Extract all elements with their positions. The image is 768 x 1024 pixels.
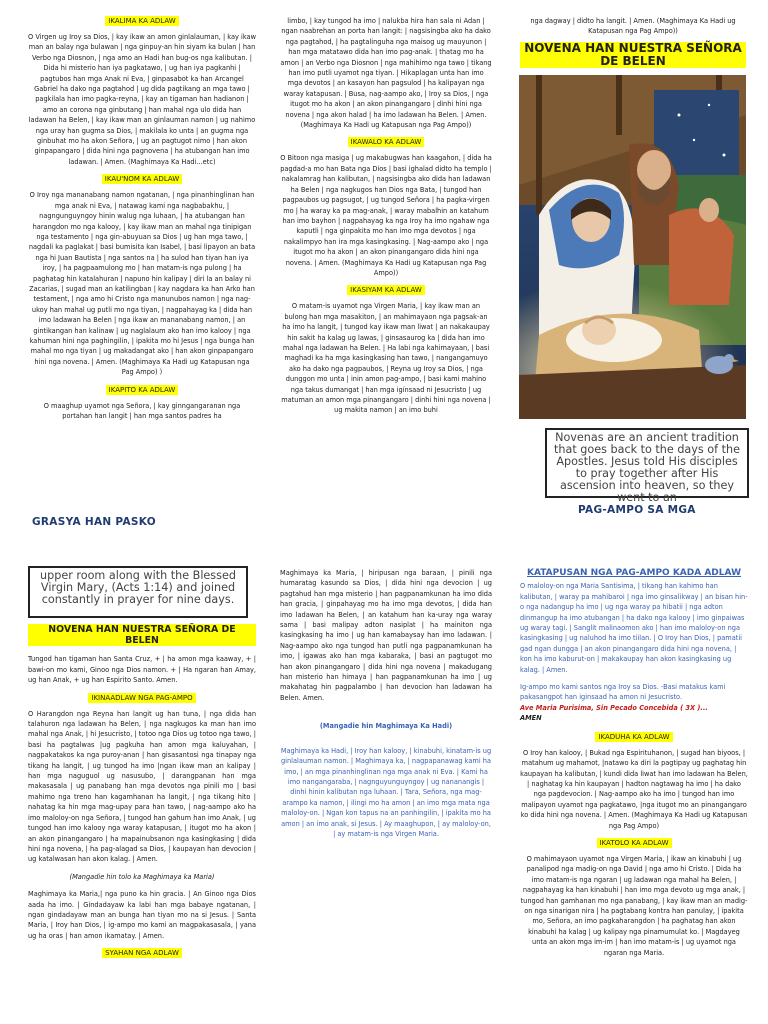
prayer-ikaduha: O Iroy han kalooy, | Bukad nga Espirituhanon, | sugad han biyoos, | matahum ug mahamot, |natawo ka diri la pagtipay ug paghatag hin kaupayan ha kalibutan, | kundi dida liwat han imo ladawan ha Belen, | naghatag ka hin kaupayan | hadton nagtawag ha imo | ha dako nga pagdevocion. | Nag-aampo ako ha imo | tungod han imo malipayon uyamot nga pagkatawo, |nga itugot mo an pinangangaro ko dida hini nga novena. | Amen. (Maghimaya Ka Hadi ug Katapusan nga Pag Ampo) <box>520 748 748 830</box>
prayer-syahan-cont: Maghimaya ka Maria, | hiripusan nga baraan, | pinili nga humaratag kasundo sa Dios, | dida hini nga devocion | ug pagtahud han mga misterio | han pagpanamkunan ha imo dida han gracia, | ginpahayag mo ha imo mga devotos, | dida han imo ladawan ha Belen, | an katahum han ka-uray nga waray sama | basi malipay adton nasiplat | ha mainiton nga kasingkasing ha imo | ug han kamabaysay han imo ladawan. | Nag-aampo ako nga tungod han putli nga pagpanamkunan ha imo, | igawas ako han mga kabaraka, | basi an pagtugot mo han akon pinangangaro | dida hini nga novena | makadugang han misterio han himaya | han pagpanamkunan ha imo | ug makahatag hin pagpalambo | han devocion han ladawan ha Belen. Amen. <box>280 569 492 702</box>
heading-ikapito: IKAPITO KA ADLAW <box>106 385 179 395</box>
column-1-bottom <box>28 624 256 964</box>
heading-ikasiyam: IKASIYAM KA ADLAW <box>347 285 425 295</box>
info-box-bottom-text: upper room along with the Blessed Virgin Mary, (Acts 1:14) and joined constantly in prayer for nine days. <box>40 569 236 606</box>
column-2-bottom <box>280 568 492 846</box>
prayer-ikapito: O maaghup uyamot nga Señora, | kay ginngangaranan nga portahan han langit | han mga santos padres ha <box>43 401 241 420</box>
heading-ikawalo: IKAWALO KA ADLAW <box>348 137 425 147</box>
instruction-mangadie-hadi: (Mangadie hin Maghimaya Ka Hadi) <box>319 722 453 731</box>
heading-ikatolo: IKATOLO KA ADLAW <box>597 838 672 848</box>
prayer-ikinaadlaw: O Harangdon nga Reyna han langit ug han tuna, | nga dida han talahuron nga ladawan ha Belen, | nga nagkugos ka man han imo mahal nga Anak, | hi Jesucristo, | totoo nga Dios ug totoo nga tawo, | basi ha pagtalwas |ug pagkuha han amon mga kaluyahan, | nagpakatakos ka nga puroy-anan | han gisasantosi nga tinapay nga tikang ha langit, | ug tungod ha imo |ngan ikaw man an kalipay | han mga naguguol ug nasusubo, | darangpanan han mga makasasala | ug panabang han mga devotos nga pinili mo | basi mahimo nga treno han kagamhanan ha langit, | nga tikang hito | nahatag ka hin mga mag-upay para han tawo, | nag-aampo ako ha imo maloloy-on nga Señora, | tungod han gahum han imo Anak, | ug tungod han imo kalooy nga waray katapusan, | itugot mo ha akon | an akon pinangangaro | ha mapainubsanon nga kasingkasing | dida hini nga novena, | ha pag-alagad sa Dios, | kaupayan han devocion | ug katalwasan han akon kalag. | Amen. <box>28 709 256 864</box>
column-3-bottom <box>520 568 748 965</box>
instruction-mangadie: (Mangadie hin tolo ka Maghimaya ka Maria) <box>69 872 215 881</box>
heading-ikaduha: IKADUHA KA ADLAW <box>595 732 672 742</box>
column-1-top <box>28 16 256 428</box>
heading-ikalima: IKALIMA KA ADLAW <box>105 16 178 26</box>
prayer-ikasiyam-end: nga dagway | didto ha langit. | Amen. (Maghimaya Ka Hadi ug Katapusan nga Pag Ampo)) <box>530 17 736 36</box>
prayer-ikapito-cont: limbo, | kay tungod ha imo | nalukba hira han sala ni Adan | ngan naabrehan an porta han langit: | nagsisingba ako ha dako nga pagtahod, | ha pagtalinguha nga maisog ug mauyunon | han mga matatawo dida han imo pag-anak. | thatag mo ha amon | an Verbo nga Diosnon | nga mahihimo nga tawo | tikang han imo putli uyamot nga tiyan. | Hikaplagan unta han imo mga devotos | an kasayon han pagsulod | ha kalipayan nga waray katapusan. | Busa, nag-aampo ako, | Iroy sa Dios, | nga itugot mo ha akon | an akon pinangangaro | dinhi hini nga novena | nga akon halad | ha imo ladawan ha Belen. | Amen. (Maghimaya Ka Hadi ug Katapusan nga Pag Ampo)) <box>280 17 492 130</box>
column-3-top <box>520 16 746 68</box>
prayer-hail-mary: Maghimaya ka Maria,| nga puno ka hin gracia. | An Ginoo nga Dios aada ha imo. | Gindadayaw ka labi han mga babaye ngatanan, | ngan gindadayaw man an bunga han tiyan mo na si Jesus. | Santa Maria, | Iroy han Dios, | ig-ampo mo kami an magpakasasala, | yana ug ha oras | han amon ikamatay. | Amen. <box>28 890 256 940</box>
page-divider <box>0 538 768 556</box>
prayer-ikatolo: O mahimayaon uyamot nga Virgen Maria, | ikaw an kinabuhi | ug panalipod nga madig-on nga David | nga amo hi Cristo. | Dida ha imo matam-is nga ngaran | ug ladawan nga mahal ha Belen, | nagpahayag ka han kinabuhi | han imo mga devoto ug mga anak, | tungod han gamhanan mo nga panabang, | kay ikaw man an madig-on nga sinarigan nira | ha pagtabang kontra han panulay, | ipakita mo, Señora, an imo pagkaharangdon | ha paghatag han akon kinabuhi ha kalag | ug kalipay nga pinamumulat ko. | Magdayeg unta an akon mga im-im | han imo matam-is | ug uyamot nga ngaran nga Maria. <box>520 854 748 957</box>
prayer-salve-regina: Maghimaya ka Hadi, | Iroy han kalooy, | kinabuhi, kinatam-is ug ginlalauman namon. | Maghimaya ka, | nagpapanawag kami ha imo, | an mga pinanhinglinan nga mga anak ni Eva. | Kami ha imo nangangaraba, | nagnguyunguyngoy | ug nananangis | dinhi hinin kalibutan nga luhaan. | Tara, Señora, nga mag-arampo ka namon, | ilingi mo ha amon | an imo mga mata nga maloloy-on. | Ngan kon tapus na an panhingilin, | ipakita mo ha amon | an imo anak, si Jesus. | Ay maaghupon, | ay maloloy-on, | ay matam-is nga Virgen Maria. <box>280 746 492 838</box>
ave-maria-line: Ave Maria Purisima, Sin Pecado Concebida ( 3X )... <box>520 703 708 712</box>
prayer-ikasiyam: O matam-is uyamot nga Virgen Maria, | kay ikaw man an bulong han mga masakiton, | an mahimayaon nga pagsak-an ha imo ha langit, | tungod kay ikaw man liwat | an nakakaupay hin sakit ha kalag ug lawas, | ginsasaurog ka | dida han imo mahal nga ladawan ha Belen. | Ha labi nga kahimayaan, | basi maghadi ka ha mga kasingkasing han tawo, | nangangamuyo ako ha dako nga pagpaubos, | Reyna ug Iroy sa Dios, | nga dunggon mo unta | inin amon pag-ampo, | basi kami mahino nga takus dumangat | han mga igínsaad ni Jesucristo | ug matuman an amon mga pinangangaro | dinhi hini nga novena | ug makita namon | an imo buhi <box>281 302 491 415</box>
heading-katapusan: KATAPUSAN NGA PAG-AMPO KADA ADLAW <box>526 568 741 578</box>
info-box-bottom <box>28 566 248 618</box>
nativity-painting-icon <box>519 75 746 419</box>
prayer-igampo: Ig-ampo mo kami santos nga Iroy sa Dios. -Basi matakus kami pakasangpot han iginsaad ha amon ni Jesucristo. <box>520 683 726 702</box>
novena-title: NOVENA HAN NUESTRA SEÑORA DE BELEN <box>520 42 746 68</box>
label-grasya: GRASYA HAN PASKO <box>32 516 156 528</box>
prayer-ikawalo: O Bitoon nga masiga | ug makabugwas han kaagahon, | dida ha pagdad-a mo han Bata nga Dios | basi ighalad didto ha templo | nakalamrag han kalibutan, | nagsisingba ako dida han ladawan ha Belen | nga nagkugos han Dios nga Bata, | tungod han pagpaubos ug pagsugot, | ug tungod Señora | ha pagka-virgen mo | ha waray ka pa mag-anak, | waray mabalhin an katahum han imo bayhon | nagpahayag ka nga Iroy ha imo ngahaw nga kaputli | nga ginpakita mo han imo mga devotos | nga nakalimpyo han ira mga kasingkasing. | Nag-aampo ako | nga itugot mo ha akon | an akon pinangangaro dida hini nga novena. | Amen. (Maghimaya Ka Hadi ug Katapusan nga Pag Ampo)) <box>280 154 492 277</box>
heading-ikaunom: IKAU'NOM KA ADLAW <box>102 174 182 184</box>
column-2-top <box>280 16 492 423</box>
prayer-ikalima: O Virgen ug Iroy sa Dios, | kay ikaw an amon ginlalauman, | kay ikaw man an balay nga bulawan | nga ginpuy-an hin siyam ka bulan | han Verbo nga Diosnon, | nga amo an Hadi han bug-os nga kalibutan. | Dida hi misterio han iya pagkatawo, | ug han iya pagkanhi | pagtubos han mga Anak ni Eva, | ginpasabot ka han Arcangel Gabriel ha dako nga pagtahod | ug dida pagtikang an mga tawo | pagkilala han imo pagka-reyna, | kay an tigaman han hadianon | amo an corona nga ginbutang | han mahal nga ulo dida han ladawan ha Belen, | kay ikaw man an ginlauman namon | ug nahimo nga uray han gugma sa Dios, | makilala ko unta | an gugma nga ginbuhat mo ha akon Señora, | ug an pagtugot nimo | han akon ginpapangaro | dida hini nga pagnovena | ha atubangan han imo ladawan. | Amen. (Maghimaya Ka Hadi...etc) <box>28 33 256 166</box>
novena-title-2: NOVENA HAN NUESTRA SEÑORA DE BELEN <box>28 624 256 646</box>
info-box-top-text: Novenas are an ancient tradition that goes back to the days of the Apostles. Jesus told His disciples to pray together after His ascension into heaven, so they went to an <box>554 431 740 504</box>
info-box-top <box>545 428 749 504</box>
prayer-katapusan: O maloloy-on nga Maria Santisima, | tikang han kahimo han kalibutan, | waray pa mahibaroi | nga imo ginsalikway | an bisan hin-o nga nadangup ha imo | ug nga waray pa hibatii | nga adton dinmangup ha imo atubangan | ha dako nga kalooy | imo ginpaiwas ug waray tagi. | Sanglit malinaomon ako | han imo maloloy-on nga kasingkasing | ug naluhod ha imo tiilan. | O Iroy han Dios, | pamatii gad ngan dungga | an akon pinangangaro dida hini nga novena, | kon ha imo kaburut-on | makakaupay han akon kasingkasing ug kalag. | Amen. <box>520 582 748 674</box>
amen-line: AMEN <box>520 714 542 723</box>
label-pagampo: PAG-AMPO SA MGA <box>578 504 696 516</box>
heading-syahan: SYAHAN NGA ADLAW <box>102 948 182 958</box>
heading-ikinaadlaw: IKINAADLAW NGA PAG-AMPO <box>88 693 195 703</box>
intro-prayer: Tungod han tigaman han Santa Cruz, + | ha amon mga kaaway, + | bawi-on mo kami, Ginoo nga Dios namon. + | Ha ngaran han Amay, ug han Anak, + ug han Espirito Santo. Amen. <box>28 655 256 685</box>
prayer-ikaunom: O Iroy nga mananabang namon ngatanan, | nga pinanhinglinan han mga anak ni Eva, | natawag kami nga nagbabakhu, | nagngunguyngoy hinin walug nga luhaan, | ha atubangan han harangdon mo nga kalooy, | kay ikaw man an mahal nga tinipigan nga testamento | nga gin-abuyuan sa Dios | ug han mga tawo, | nagdali ka paglakat | basi bumisita kan Isabel, | basi lipayon an bata nga hi Juan Bautista | nga santos na | ha sulod han tiyan han iya iroy, | ha pagpaamulong mo | han matam-is nga pulong | ha paghatag hin katalahuran | napuno hin kalipay | diri la an balay ni Zacarias, | sugad man an katilingban | kay nagdara ka han Arko han testament, | nga amo hi Cristo nga manunubos namon | nga nag-ukoy han mahal ug putli mo nga tiyan, | nagpahayag ka | dida han imo ladawan ha Belen | nga ikaw an mananabang namon, | an gintikangan han kalinaw | ug naglalaum ako han imo kalooy | nga kahuman hini nga paghingilin, | ipakita mo hi Jesus | nga bunga han mahal mo nga tiyan | ug makadangat ako | han akon ginpapangaro hini nga novena. | Amen. (Maghimaya Ka Hadi ug Katapusan nga Pag Ampo) ) <box>28 191 256 377</box>
